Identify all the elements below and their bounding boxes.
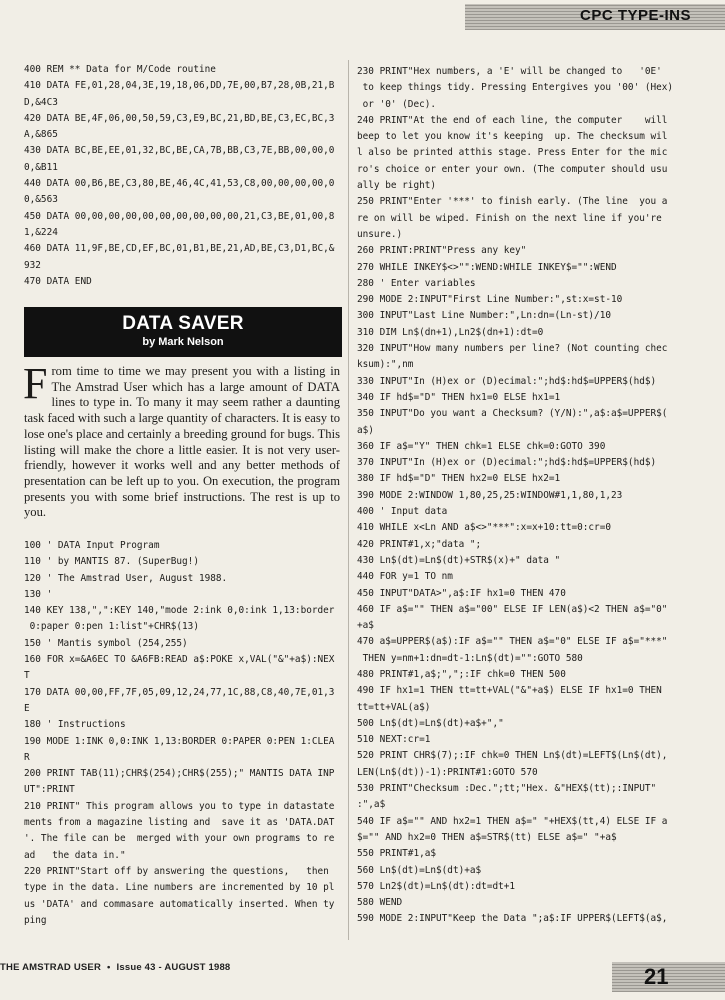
code-line: 240 PRINT"At the end of each line, the computer will (357, 114, 668, 126)
article-title: DATA SAVER (122, 313, 244, 334)
code-line: 110 ' by MANTIS 87. (SuperBug!) (24, 556, 199, 568)
code-line: 0,&563 (24, 194, 58, 206)
code-line: re on will be wiped. Finish on the next line if you're (357, 212, 662, 224)
code-line: 350 INPUT"Do you want a Checksum? (Y/N):",a$:a$=UPPER$( (357, 408, 668, 420)
code-line: 440 FOR y=1 TO nm (357, 571, 453, 583)
code-line: 430 DATA BC,BE,EE,01,32,BC,BE,CA,7B,BB,C3,7E,BB,00,00,0 (24, 145, 335, 157)
code-line: 550 PRINT#1,a$ (357, 848, 437, 860)
code-line: 460 DATA 11,9F,BE,CD,EF,BC,01,B1,BE,21,AD,BE,C3,D1,BC,& (24, 243, 335, 255)
code-line: 410 WHILE x<Ln AND a$<>"***":x=x+10:tt=0:cr=0 (357, 522, 611, 534)
code-line: 270 WHILE INKEY$<>"":WEND:WHILE INKEY$="":WEND (357, 261, 617, 273)
code-line: 0,&B11 (24, 161, 58, 173)
code-line: 230 PRINT"Hex numbers, a 'E' will be changed to '0E' (357, 66, 662, 77)
code-line: 1,&224 (24, 226, 58, 238)
code-line: 290 MODE 2:INPUT"First Line Number:",st:x=st-10 (357, 294, 623, 306)
code-line: 470 DATA END (24, 275, 92, 287)
code-line: 220 PRINT"Start off by answering the questions, then (24, 865, 329, 877)
code-line: 450 INPUT"DATA>",a$:IF hx1=0 THEN 470 (357, 587, 566, 599)
code-line: a$) (357, 424, 374, 436)
article-intro (23, 359, 340, 521)
code-line: 330 INPUT"In (H)ex or (D)ecimal:";hd$:hd$=UPPER$(hd$) (357, 375, 657, 387)
code-line: 150 ' Mantis symbol (254,255) (24, 637, 188, 649)
code-line: 560 Ln$(dt)=Ln$(dt)+a$ (357, 864, 482, 876)
code-line: 180 ' Instructions (24, 719, 126, 731)
code-line: 340 IF hd$="D" THEN hx1=0 ELSE hx1=1 (357, 391, 561, 403)
code-line: 570 Ln2$(dt)=Ln$(dt):dt=dt+1 (357, 880, 516, 892)
code-line: '. The file can be merged with your own programs to re (24, 833, 335, 845)
code-line: 260 PRINT:PRINT"Press any key" (357, 245, 527, 257)
code-line: 300 INPUT"Last Line Number:",Ln:dn=(Ln-st)/10 (357, 310, 611, 322)
code-line: 380 IF hd$="D" THEN hx2=0 ELSE hx2=1 (357, 473, 561, 485)
code-line: 0:paper 0:pen 1:list"+CHR$(13) (24, 621, 199, 633)
code-line: 360 IF a$="Y" THEN chk=1 ELSE chk=0:GOTO 390 (357, 440, 606, 452)
code-line: tt=tt+VAL(a$) (357, 701, 431, 713)
code-line: 210 PRINT" This program allows you to type in datastate (24, 800, 335, 812)
code-line: 250 PRINT"Enter '***' to finish early. (The line you a (357, 196, 668, 208)
code-line: 120 ' The Amstrad User, August 1988. (24, 572, 228, 584)
code-line: 160 FOR x=&A6EC TO &A6FB:READ a$:POKE x,VAL("&"+a$):NEX (24, 654, 335, 666)
code-line: ments from a magazine listing and save it as 'DATA.DAT (24, 817, 335, 829)
code-line: 430 Ln$(dt)=Ln$(dt)+STR$(x)+" data " (357, 554, 561, 566)
code-line: E (24, 702, 30, 714)
code-line: 470 a$=UPPER$(a$):IF a$="" THEN a$="0" ELSE IF a$="***" (357, 636, 668, 648)
code-line: +a$ (357, 620, 374, 632)
code-line: :",a$ (357, 799, 386, 811)
code-line: us 'DATA' and commasare automatically inserted. When ty (24, 898, 335, 910)
code-line: T (24, 670, 30, 682)
code-line: 520 PRINT CHR$(7);:IF chk=0 THEN Ln$(dt)=LEFT$(Ln$(dt), (357, 750, 668, 762)
code-line: 580 WEND (357, 897, 403, 909)
code-line: 320 INPUT"How many numbers per line? (Not counting chec (357, 343, 668, 355)
article-banner (24, 307, 342, 357)
code-line: 932 (24, 259, 41, 271)
code-listing-data-lines (24, 62, 334, 290)
code-line: ro's choice or enter your own. (The computer should usu (357, 163, 668, 175)
code-line: 280 ' Enter variables (357, 277, 476, 289)
footer-separator: • (107, 962, 111, 973)
code-line: 450 DATA 00,00,00,00,00,00,00,00,00,00,21,C3,BE,01,00,8 (24, 210, 335, 222)
article-byline: by Mark Nelson (142, 336, 224, 348)
code-line: THEN y=nm+1:dn=dt-1:Ln$(dt)="":GOTO 580 (357, 652, 583, 664)
intro-text: rom time to time we may present you with a listing in The Amstrad User which has a large amount of DATA lines to type in. To many it may seem rather a daunting task faced with such a large quantity of characters. It is easy to lose one's place and certainly a breeding ground for bugs. This listing will make the chore a little easier. It is not very user-friendly, however it works well and any better methods of presentation can be left up to you. On execution, the program presents you with some brief instructions. The rest is up to you. (24, 364, 340, 520)
code-line: 410 DATA FE,01,28,04,3E,19,18,06,DD,7E,00,B7,28,0B,21,B (24, 80, 335, 92)
code-line: ksum):",nm (357, 359, 414, 371)
code-line: unsure.) (357, 228, 403, 240)
code-line: 460 IF a$="" THEN a$="00" ELSE IF LEN(a$)<2 THEN a$="0" (357, 603, 668, 615)
code-line: 530 PRINT"Checksum :Dec.";tt;"Hex. &"HEX$(tt);:INPUT" (357, 783, 657, 795)
code-line: R (24, 751, 30, 763)
code-line: 480 PRINT#1,a$;",";:IF chk=0 THEN 500 (357, 668, 566, 680)
code-line: 400 ' Input data (357, 506, 448, 518)
section-title: CPC TYPE-INS (579, 7, 691, 24)
code-line: 420 DATA BE,4F,06,00,50,59,C3,E9,BC,21,BD,BE,C3,EC,BC,3 (24, 112, 335, 124)
code-line: 140 KEY 138,",":KEY 140,"mode 2:ink 0,0:ink 1,13:border (24, 605, 335, 617)
code-line: UT":PRINT (24, 784, 75, 796)
footer-bar (612, 962, 725, 992)
code-line: 310 DIM Ln$(dn+1),Ln2$(dn+1):dt=0 (357, 326, 544, 338)
code-line: 490 IF hx1=1 THEN tt=tt+VAL("&"+a$) ELSE IF hx1=0 THEN (357, 685, 662, 697)
code-line: 370 INPUT"In (H)ex or (D)ecimal:";hd$:hd$=UPPER$(hd$) (357, 457, 657, 469)
code-line: 510 NEXT:cr=1 (357, 734, 431, 746)
code-line: type in the data. Line numbers are incremented by 10 pl (24, 882, 335, 894)
code-line: A,&865 (24, 129, 58, 141)
code-line: 440 DATA 00,B6,BE,C3,80,BE,46,4C,41,53,C8,00,00,00,00,0 (24, 178, 335, 190)
code-listing-program-continued (357, 64, 673, 928)
code-line: or '0' (Dec). (357, 98, 437, 110)
code-line: 200 PRINT TAB(11);CHR$(254);CHR$(255);" MANTIS DATA INP (24, 768, 335, 780)
code-line: 400 REM ** Data for M/Code routine (24, 64, 216, 75)
code-line: 100 ' DATA Input Program (24, 540, 160, 551)
code-line: ally be right) (357, 180, 437, 192)
page-number: 21 (644, 964, 669, 989)
code-line: 390 MODE 2:WINDOW 1,80,25,25:WINDOW#1,1,80,1,23 (357, 489, 623, 501)
code-line: 170 DATA 00,00,FF,7F,05,09,12,24,77,1C,88,C8,40,7E,01,3 (24, 686, 335, 698)
code-line: 500 Ln$(dt)=Ln$(dt)+a$+"," (357, 717, 504, 729)
code-line: 190 MODE 1:INK 0,0:INK 1,13:BORDER 0:PAPER 0:PEN 1:CLEA (24, 735, 335, 747)
code-line: to keep things tidy. Pressing Entergives you '00' (Hex) (357, 82, 674, 94)
code-line: beep to let you know it's keeping up. The checksum wil (357, 131, 668, 143)
code-line: ping (24, 914, 47, 926)
drop-cap: F (23, 359, 48, 408)
code-listing-program-start (24, 538, 334, 929)
code-line: 540 IF a$="" AND hx2=1 THEN a$=" "+HEX$(tt,4) ELSE IF a (357, 815, 668, 827)
code-line: 130 ' (24, 588, 53, 600)
code-line: ad the data in." (24, 849, 126, 861)
code-line: LEN(Ln$(dt))-1):PRINT#1:GOTO 570 (357, 766, 538, 778)
code-line: l also be printed atthis stage. Press Enter for the mic (357, 147, 668, 159)
footer-publication: THE AMSTRAD USER (0, 962, 102, 973)
column-divider (348, 60, 349, 940)
code-line: D,&4C3 (24, 96, 58, 108)
footer-issue: Issue 43 - AUGUST 1988 (116, 962, 231, 973)
code-line: 590 MODE 2:INPUT"Keep the Data ";a$:IF UPPER$(LEFT$(a$, (357, 913, 668, 925)
page-footer (0, 962, 230, 973)
code-line: $="" AND hx2=0 THEN a$=STR$(tt) ELSE a$=" "+a$ (357, 831, 617, 843)
code-line: 420 PRINT#1,x;"data "; (357, 538, 482, 550)
